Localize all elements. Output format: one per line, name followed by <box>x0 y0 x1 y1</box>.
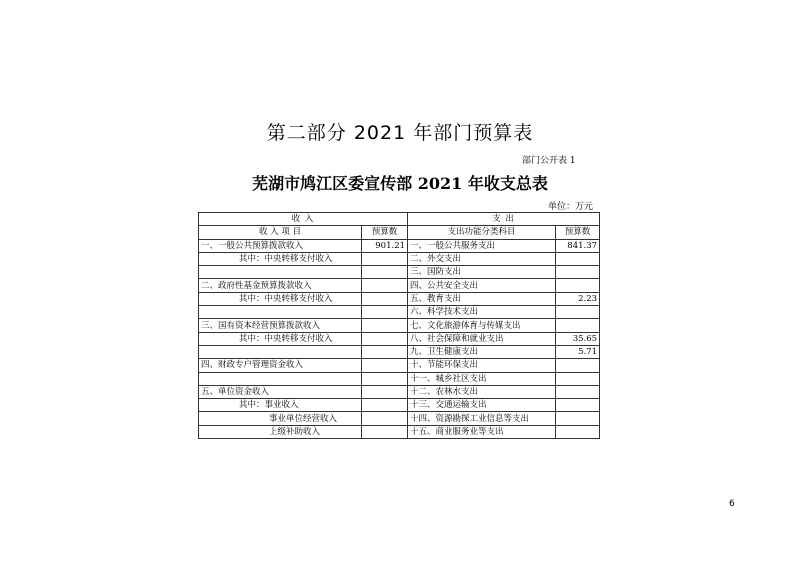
expense-budget-header: 预算数 <box>556 226 600 239</box>
income-item: 上级补助收入 <box>199 425 362 438</box>
expense-amount <box>556 399 600 412</box>
expense-item: 九、卫生健康支出 <box>408 345 556 358</box>
income-amount: 901.21 <box>362 239 408 252</box>
expense-item: 十一、城乡社区支出 <box>408 372 556 385</box>
table-row <box>199 412 600 425</box>
income-item: 其中：中央转移支付收入 <box>199 292 362 305</box>
table-row <box>199 292 600 305</box>
income-amount <box>362 306 408 319</box>
income-item: 其中：事业收入 <box>199 399 362 412</box>
expense-amount <box>556 425 600 438</box>
expense-item: 十四、资源勘探工业信息等支出 <box>408 412 556 425</box>
table-row <box>199 239 600 252</box>
income-amount <box>362 425 408 438</box>
expense-item-header: 支出功能分类科目 <box>408 226 556 239</box>
table-row <box>199 319 600 332</box>
expense-item: 八、社会保障和就业支出 <box>408 332 556 345</box>
income-amount <box>362 359 408 372</box>
expense-amount <box>556 266 600 279</box>
expense-item: 四、公共安全支出 <box>408 279 556 292</box>
section-title: 第二部分 2021 年部门预算表 <box>266 122 534 144</box>
income-item: 二、政府性基金预算拨款收入 <box>199 279 362 292</box>
page-number: 6 <box>729 499 735 509</box>
expense-amount: 2.23 <box>556 292 600 305</box>
header-row-2 <box>199 226 600 239</box>
income-item <box>199 306 362 319</box>
expense-amount: 841.37 <box>556 239 600 252</box>
expense-item: 五、教育支出 <box>408 292 556 305</box>
table-row <box>199 345 600 358</box>
expense-amount: 5.71 <box>556 345 600 358</box>
income-amount <box>362 319 408 332</box>
income-item: 四、财政专户管理资金收入 <box>199 359 362 372</box>
table-row <box>199 385 600 398</box>
expense-header: 支 出 <box>408 213 600 226</box>
income-item: 一、一般公共预算拨款收入 <box>199 239 362 252</box>
form-number: 部门公开表 1 <box>522 156 576 166</box>
expense-item: 十、节能环保支出 <box>408 359 556 372</box>
expense-amount <box>556 359 600 372</box>
table-row <box>199 425 600 438</box>
expense-item: 十二、农林水支出 <box>408 385 556 398</box>
expense-item: 十五、商业服务业等支出 <box>408 425 556 438</box>
header-row-1 <box>199 213 600 226</box>
income-item: 事业单位经营收入 <box>199 412 362 425</box>
expense-item: 十三、交通运输支出 <box>408 399 556 412</box>
income-item <box>199 345 362 358</box>
expense-amount: 35.65 <box>556 332 600 345</box>
income-item <box>199 266 362 279</box>
table-row <box>199 306 600 319</box>
expense-amount <box>556 252 600 265</box>
income-amount <box>362 345 408 358</box>
table-row <box>199 399 600 412</box>
table-title: 芜湖市鸠江区委宣传部 2021 年收支总表 <box>252 174 548 193</box>
table-row <box>199 332 600 345</box>
unit-label: 单位：万元 <box>548 202 594 212</box>
income-item-header: 收 入 项 目 <box>199 226 362 239</box>
expense-amount <box>556 372 600 385</box>
table-row <box>199 252 600 265</box>
expense-item: 二、外交支出 <box>408 252 556 265</box>
table-row <box>199 266 600 279</box>
income-item <box>199 372 362 385</box>
expense-item: 三、国防支出 <box>408 266 556 279</box>
income-item: 其中：中央转移支付收入 <box>199 252 362 265</box>
income-budget-header: 预算数 <box>362 226 408 239</box>
income-item: 其中：中央转移支付收入 <box>199 332 362 345</box>
income-item: 三、国有资本经营预算拨款收入 <box>199 319 362 332</box>
income-amount <box>362 292 408 305</box>
income-amount <box>362 372 408 385</box>
income-amount <box>362 399 408 412</box>
income-header: 收 入 <box>199 213 408 226</box>
income-item: 五、单位资金收入 <box>199 385 362 398</box>
table-row <box>199 279 600 292</box>
expense-amount <box>556 385 600 398</box>
expense-amount <box>556 412 600 425</box>
budget-table <box>198 212 600 439</box>
income-amount <box>362 279 408 292</box>
table-row <box>199 372 600 385</box>
expense-amount <box>556 319 600 332</box>
income-amount <box>362 385 408 398</box>
expense-item: 七、文化旅游体育与传媒支出 <box>408 319 556 332</box>
expense-item: 六、科学技术支出 <box>408 306 556 319</box>
income-amount <box>362 412 408 425</box>
income-amount <box>362 332 408 345</box>
expense-amount <box>556 279 600 292</box>
income-amount <box>362 252 408 265</box>
table-row <box>199 359 600 372</box>
income-amount <box>362 266 408 279</box>
expense-amount <box>556 306 600 319</box>
expense-item: 一、一般公共服务支出 <box>408 239 556 252</box>
